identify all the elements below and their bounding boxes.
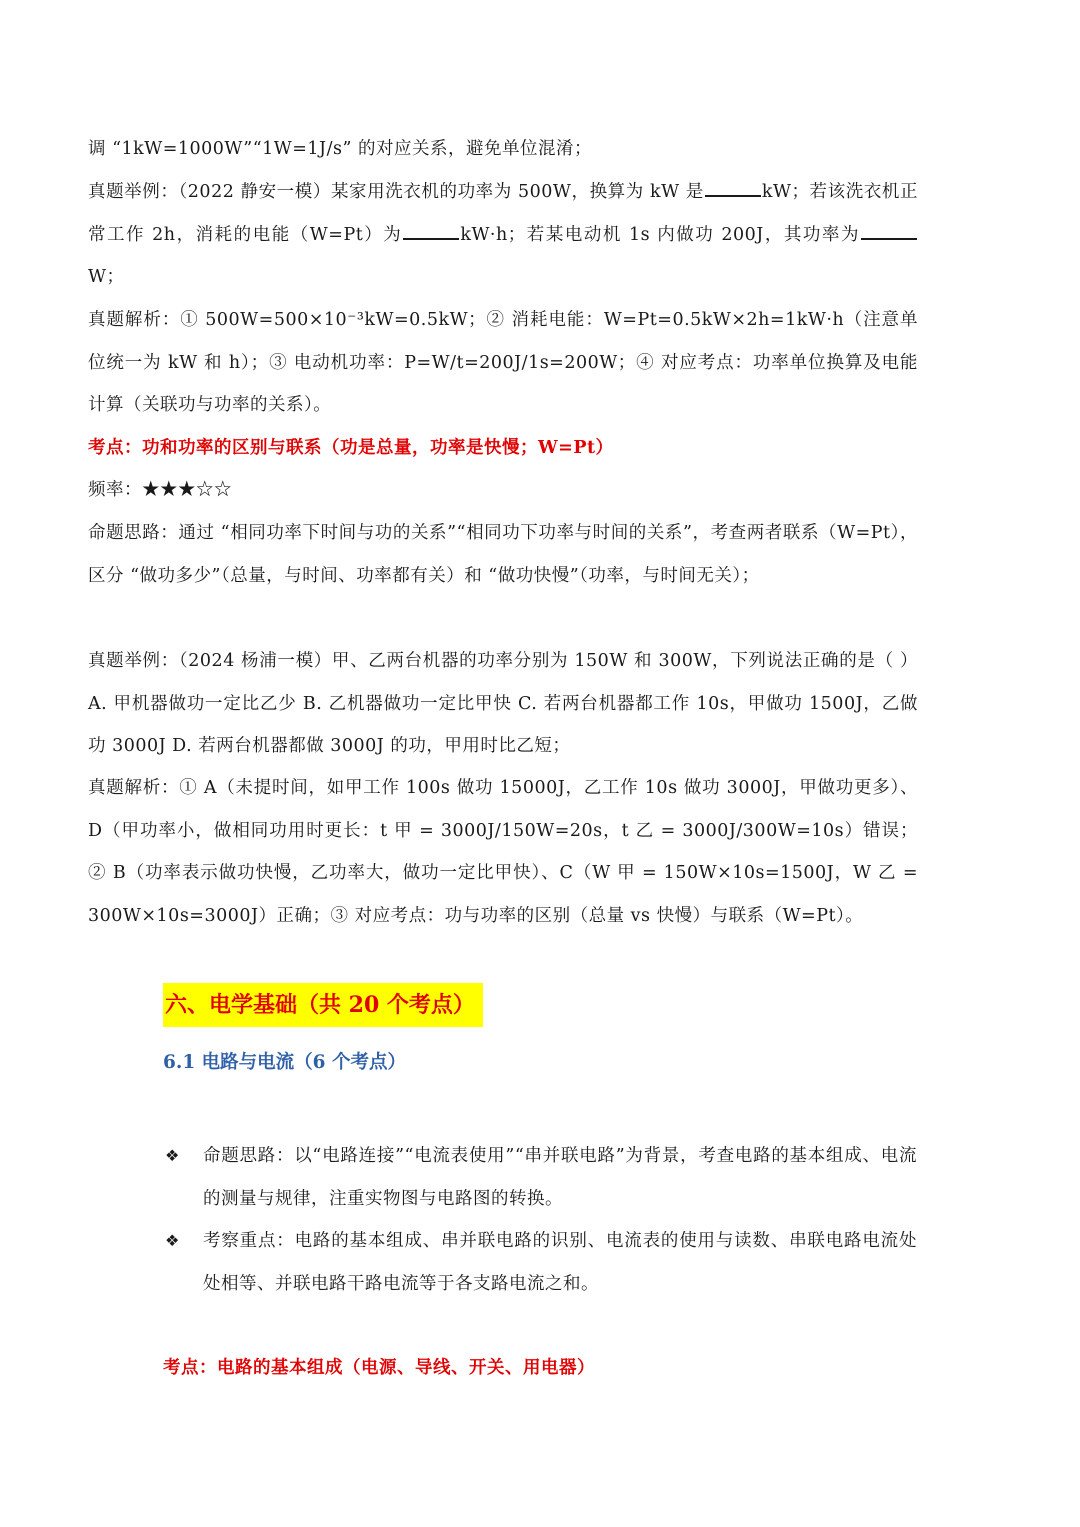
diamond-bullet-icon: ❖ <box>165 1231 180 1250</box>
exam-point-heading-circuit: 考点：电路的基本组成（电源、导线、开关、用电器） <box>163 1358 595 1378</box>
bullet-item-idea <box>165 1135 917 1220</box>
bullet-text: 命题思路：以“电路连接”“电流表使用”“串并联电路”为背景，考查电路的基本组成、电流的测量与规律，注重实物图与电路图的转换。 <box>203 1146 917 1209</box>
bullet-item-focus <box>165 1220 917 1305</box>
section-title: 六、电学基础（共 20 个考点） <box>163 983 483 1027</box>
bullet-text: 考察重点：电路的基本组成、串并联电路的识别、电流表的使用与读数、串联电路电流处处相等、并联电路干路电流等于各支路电流之和。 <box>203 1231 917 1294</box>
intro-line: 调 “1kW=1000W”“1W=1J/s” 的对应关系，避免单位混淆； <box>88 139 592 159</box>
example-paragraph-1 <box>88 171 918 299</box>
answer-blank <box>403 224 459 240</box>
example-text-c: kW·h；若某电动机 1s 内做功 200J，其功率为 <box>460 224 860 245</box>
answer-blank <box>861 224 917 240</box>
question-idea-paragraph: 命题思路：通过 “相同功率下时间与功的关系”“相同功下功率与时间的关系”，考查两者联系（W=Pt），区分 “做功多少”（总量，与时间、功率都有关）和 “做功快慢”（功率，与时间无关）； <box>88 523 918 586</box>
analysis-paragraph-1: 真题解析：① 500W=500×10⁻³kW=0.5kW；② 消耗电能：W=Pt=0.5kW×2h=1kW·h（注意单位统一为 kW 和 h）；③ 电动机功率：P=W/t=200J/1s=200W；④ 对应考点：功率单位换算及电能计算（关联功与功率的关系）。 <box>88 310 918 415</box>
example-text-b: kW；若该洗衣机正常工作 2h，消耗的电能（W=Pt）为 <box>88 182 919 245</box>
example-text-a: 真题举例：（2022 静安一模）某家用洗衣机的功率为 500W，换算为 kW 是 <box>88 182 704 202</box>
subsection-title: 6.1 电路与电流（6 个考点） <box>163 1052 406 1073</box>
example-text-d: W； <box>88 267 125 287</box>
example-paragraph-2: 真题举例：（2024 杨浦一模）甲、乙两台机器的功率分别为 150W 和 300W，下列说法正确的是（ ）A. 甲机器做功一定比乙少 B. 乙机器做功一定比甲快 C. 若两台机器都工作 10s，甲做功 1500J，乙做功 3000J D. 若两台机器都做 3000J 的功，甲用时比乙短； <box>88 651 918 756</box>
answer-blank <box>705 181 761 197</box>
frequency-rating: 频率：★★★☆☆ <box>88 480 232 500</box>
exam-point-heading: 考点：功和功率的区别与联系（功是总量，功率是快慢；W=Pt） <box>88 438 614 458</box>
analysis-paragraph-2: 真题解析：① A（未提时间，如甲工作 100s 做功 15000J，乙工作 10s 做功 3000J，甲做功更多）、D（甲功率小，做相同功用时更长：t 甲 = 3000J/150W=20s，t 乙 = 3000J/300W=10s）错误；② B（功率表示做功快慢，乙功率大，做功一定比甲快）、C（W 甲 = 150W×10s=1500J，W 乙 = 300W×10s=3000J）正确；③ 对应考点：功与功率的区别（总量 vs 快慢）与联系（W=Pt）。 <box>88 778 918 926</box>
diamond-bullet-icon: ❖ <box>165 1146 180 1165</box>
